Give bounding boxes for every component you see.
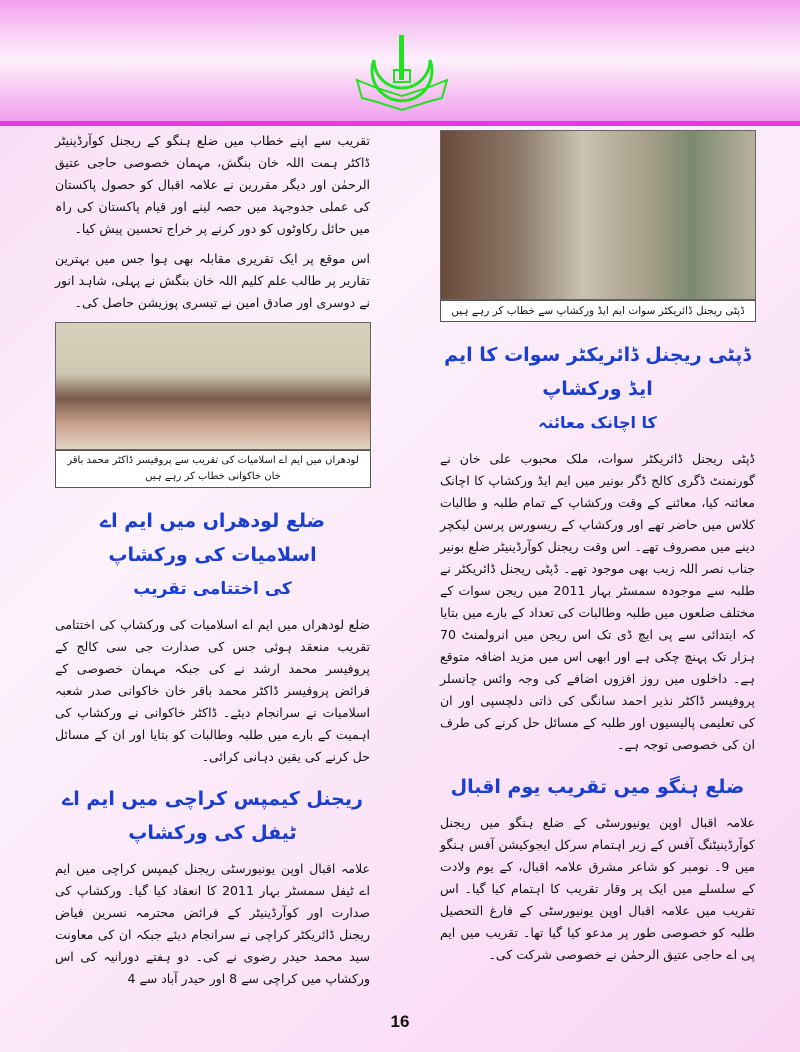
article-heading <box>55 504 370 606</box>
article-body: علامہ اقبال اوپن یونیورسٹی ریجنل کیمپس کراچی میں ایم اے ٹیفل سمسٹر بہار 2011 کا انعقاد کیا گیا۔ ورکشاپ کی صدارت اور کوآرڈینیٹر کے فرائض محترمہ نسرین فیاض ریجنل ڈائریکٹر کراچی نے سرانجام دیئے جبکہ ان کی معاونت سید محمد حیدر رضوی نے کی۔ دو ہفتے دورانیہ کی اس ورکشاپ میں کراچی سے 8 اور حیدر آباد سے 4 <box>55 861 370 986</box>
heading-line: ضلع لودھراں میں ایم اے اسلامیات کی ورکشاپ <box>100 510 325 566</box>
photo-swat-workshop <box>440 130 756 300</box>
article-heading: ضلع ہنگو میں تقریب یوم اقبال <box>450 776 745 798</box>
heading-line: کا اچانک معائنہ <box>538 413 657 432</box>
article-body: ڈپٹی ریجنل ڈائریکٹر سوات، ملک محبوب علی خان نے گورنمنٹ ڈگری کالج ڈگر بونیر میں ایم ایڈ ورکشاپ کا اچانک معائنہ کیا، معائنے کے وقت ورکشاپ کے تمام طلبہ و طالبات کلاس میں حاضر تھے اور ورکشاپ کے ریسورس پرسن لیکچر دینے میں مصروف تھے۔ اس وقت ریجنل کوآرڈینیٹر ضلع بونیر جناب نصر اللہ زیب بھی موجود تھے۔ ڈپٹی ریجنل ڈائریکٹر نے طلبہ سے موجودہ سمسٹر بہار 2011 میں ریجن سوات کے مختلف ضلعوں میں طلبہ وطالبات کی تعداد کے بارے میں بتایا کہ ابتدائی سے پی ایچ ڈی تک اس ریجن میں انرولمنٹ 70 ہزار تک پہنچ چکی ہے اور ابھی اس میں مزید اضافہ متوقع ہے۔ داخلوں میں روز افزوں اضافے کی وجہ وائس چانسلر پروفیسر ڈاکٹر نذیر احمد سانگی کی ذاتی دلچسپی اور ان کی تعلیمی پالیسیوں اور طلبہ کے مسائل حل کرنے کی طرف ان کی خصوصی توجہ ہے۔ <box>440 451 755 752</box>
university-logo-icon <box>352 30 452 116</box>
heading-line: ڈپٹی ریجنل ڈائریکٹر سوات کا ایم ایڈ ورکشاپ <box>444 344 751 400</box>
photo-caption: لودھراں میں ایم اے اسلامیات کی تقریب سے پروفیسر ڈاکٹر محمد باقر خان خاکوانی خطاب کر رہے ہیں <box>55 450 371 488</box>
intro-paragraph: تقریب سے اپنے خطاب میں ضلع ہنگو کے ریجنل کوآرڈینیٹر ڈاکٹر ہمت اللہ خان بنگش، مہمان خصوصی حاجی عتیق الرحمٰن اور دیگر مقررین نے علامہ اقبال کو حصول پاکستان کی عملی جدوجہد میں حصہ لینے اور قیام پاکستان کی راہ میں حائل رکاوٹوں کو دور کرنے پر خراج تحسین پیش کیا۔ <box>55 133 370 236</box>
page-number: 16 <box>390 1012 410 1031</box>
photo-lodhran-ceremony <box>55 322 371 450</box>
article-body: ضلع لودھراں میں ایم اے اسلامیات کی ورکشاپ کی اختتامی تقریب منعقد ہوئی جس کی صدارت جی سی کالج کے پروفیسر محمد ارشد نے کی جبکہ مہمان خصوصی کے فرائض پروفیسر ڈاکٹر محمد باقر خان خاکوانی صدر شعبہ اسلامیات نے سرانجام دیئے۔ ڈاکٹر خاکوانی نے ورکشاپ کی اہمیت کے بارے میں طلبہ وطالبات کو بتایا اور ان کے مسائل حل کرنے کی یقین دہانی کرائی۔ <box>55 617 370 764</box>
left-column <box>40 130 375 998</box>
intro-paragraph: اس موقع پر ایک تقریری مقابلہ بھی ہوا جس میں بہترین تقاریر پر طالب علم کلیم اللہ خان بنگش نے پہلی، شاہد انور نے دوسری اور صادق امین نے تیسری پوزیشن حاصل کی۔ <box>55 251 370 310</box>
article-heading <box>440 338 755 440</box>
article-body: علامہ اقبال اوپن یونیورسٹی کے ضلع ہنگو میں ریجنل کوآرڈینیٹنگ آفس کے زیر اہتمام سرکل ایجوکیشن آفس ہنگو میں 9۔ نومبر کو شاعر مشرق علامہ اقبال، کے یوم ولادت کے سلسلے میں ایک پر وقار تقریب کا اہتمام کیا گیا۔ اس تقریب میں علامہ اقبال اوپن یونیورسٹی کے فارغ التحصیل طلبہ کو خصوصی طور پر مدعو کیا گیا تھا۔ تقریب میں ایم پی اے حاجی عتیق الرحمٰن نے خصوصی شرکت کی۔ <box>440 815 755 962</box>
photo-caption: ڈپٹی ریجنل ڈائریکٹر سوات ایم ایڈ ورکشاپ سے خطاب کر رہے ہیں <box>440 300 756 322</box>
page-header-band <box>0 0 800 121</box>
content-columns <box>0 126 800 998</box>
heading-line: کی اختتامی تقریب <box>133 579 292 599</box>
article-heading: ریجنل کیمپس کراچی میں ایم اے ٹیفل کی ورکشاپ <box>62 788 363 844</box>
right-column <box>425 130 760 998</box>
